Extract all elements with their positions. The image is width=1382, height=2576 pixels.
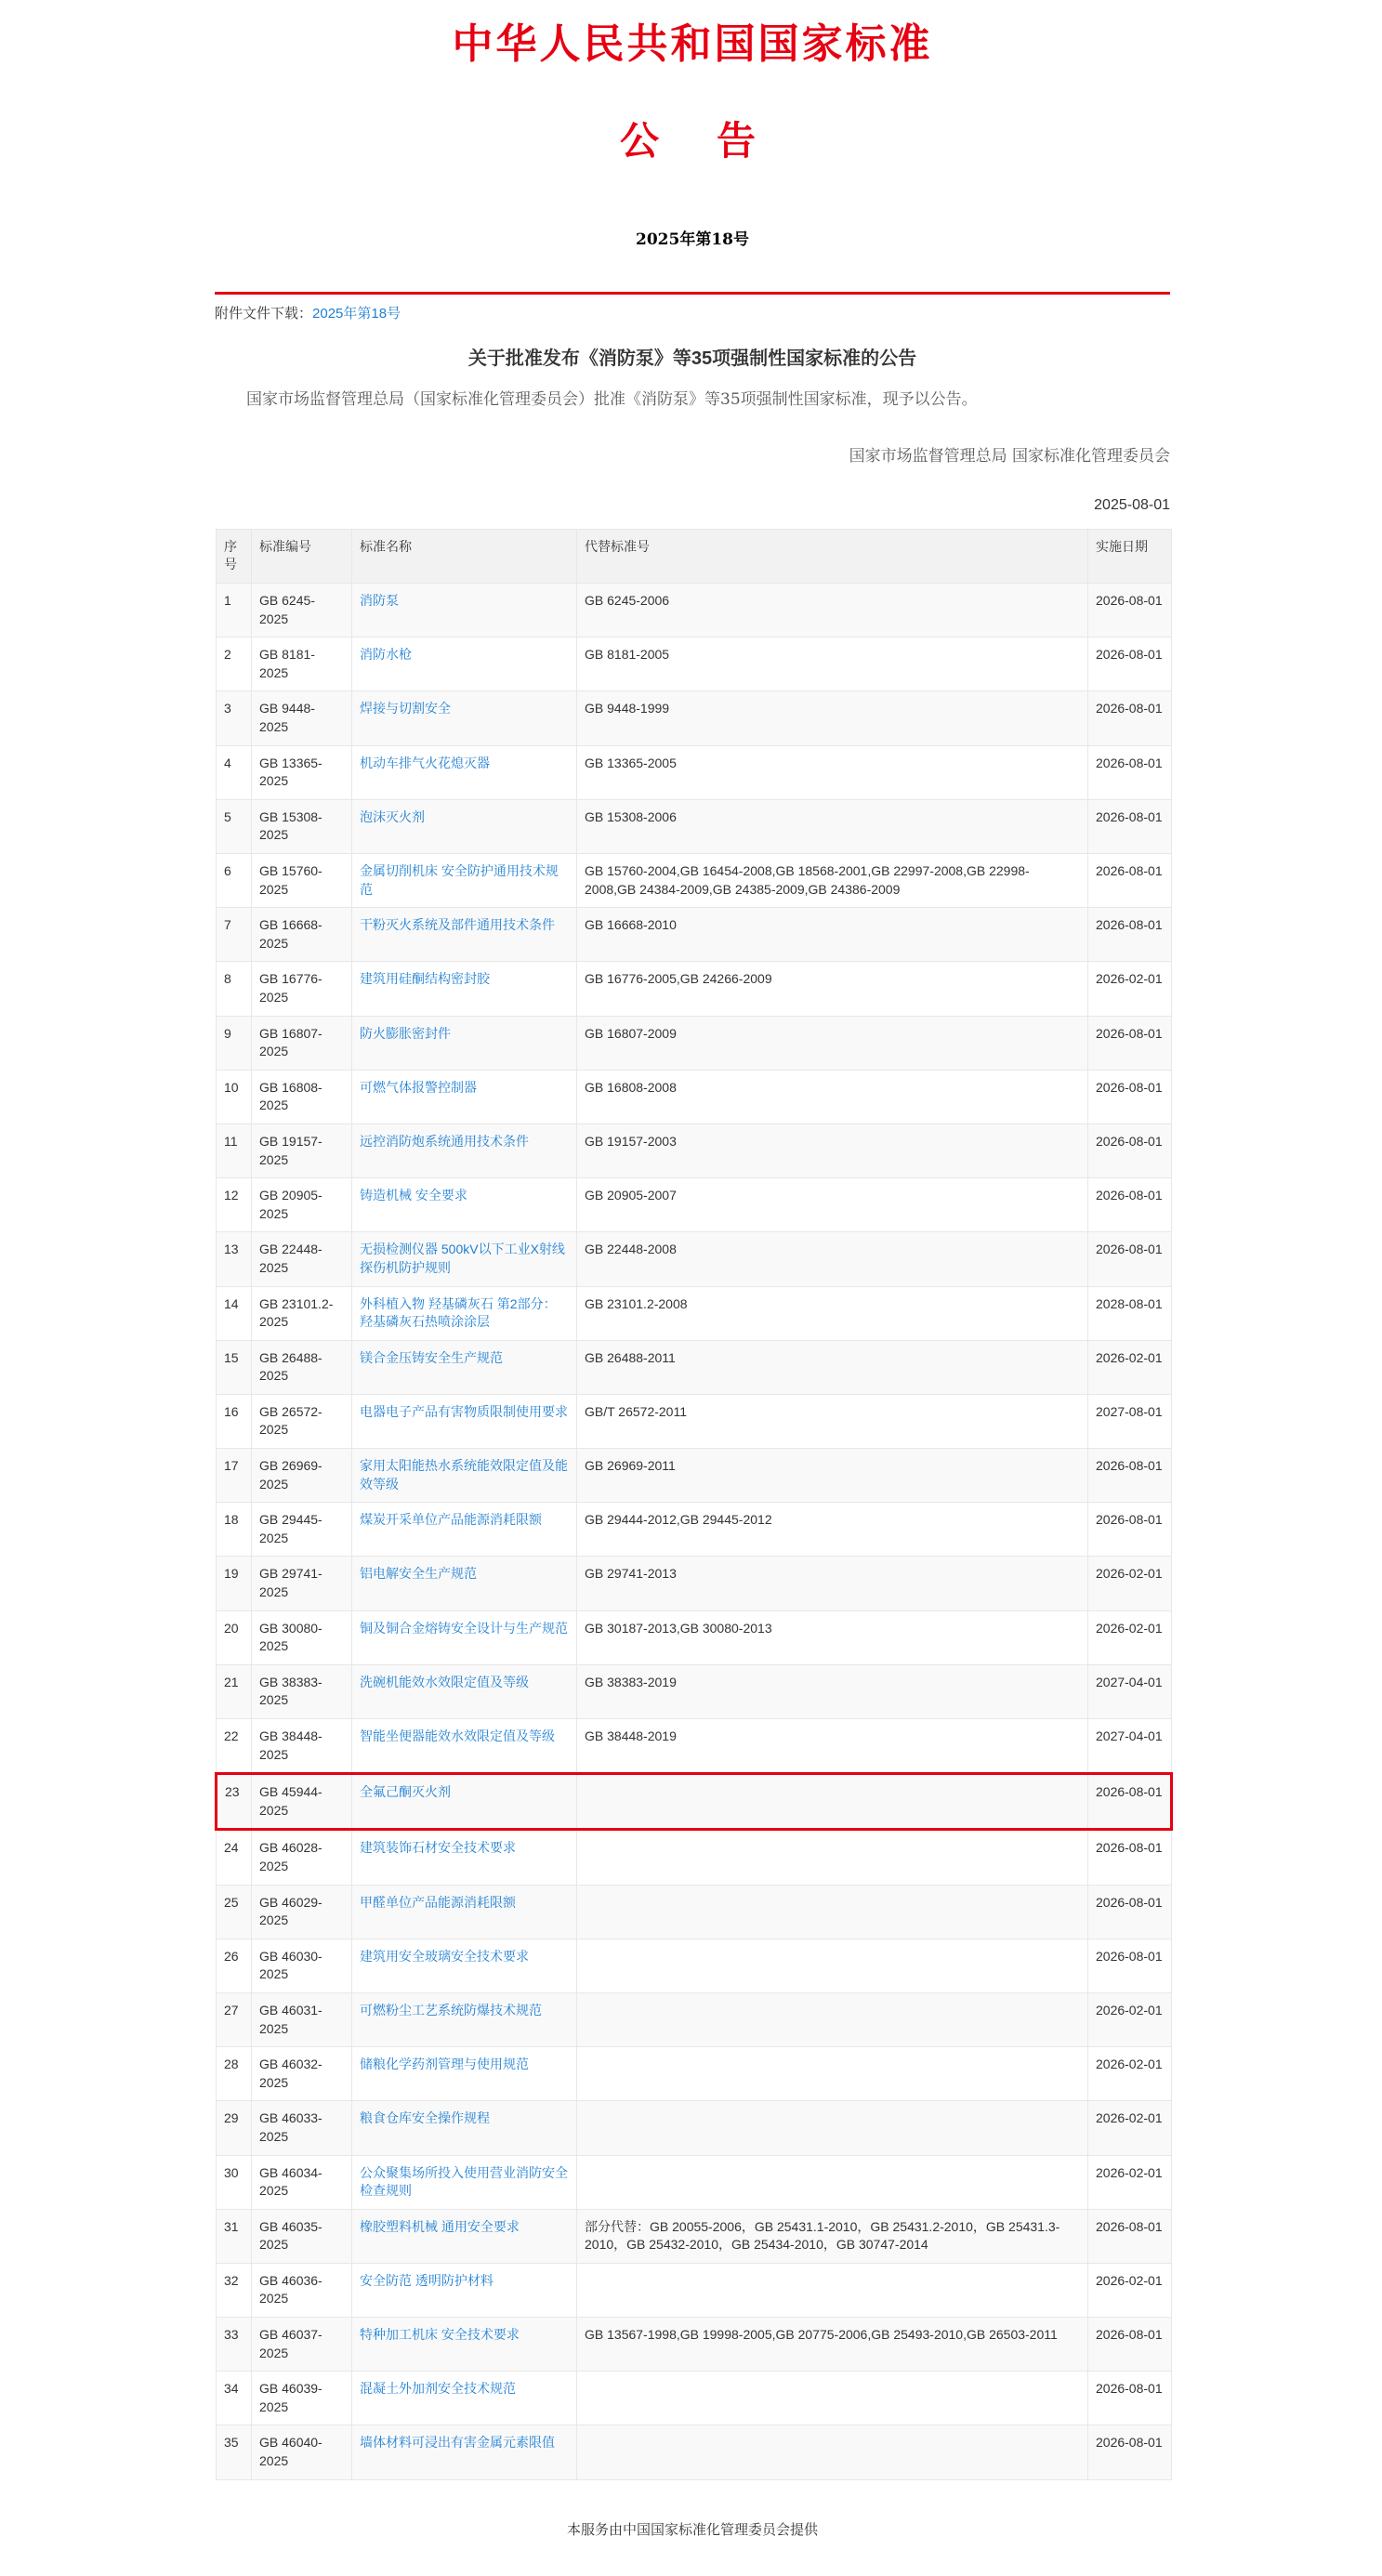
standard-name-link[interactable]: 建筑用安全玻璃安全技术要求 (360, 1948, 529, 1964)
cell-code: GB 13365-2025 (252, 745, 352, 799)
cell-name (352, 1719, 577, 1774)
table-row (217, 1178, 1172, 1232)
standard-name-link[interactable]: 建筑用硅酮结构密封胶 (360, 971, 490, 987)
cell-code: GB 45944-2025 (252, 1774, 352, 1830)
cell-code: GB 38383-2025 (252, 1664, 352, 1718)
cell-name (352, 1232, 577, 1286)
column-header: 序号 (217, 529, 252, 583)
cell-replaced (577, 1885, 1088, 1939)
standard-name-link[interactable]: 焊接与切割安全 (360, 701, 451, 716)
table-row (217, 1992, 1172, 2046)
standard-name-link[interactable]: 电器电子产品有害物质限制使用要求 (360, 1403, 568, 1419)
attachment-label: 附件文件下载： (215, 306, 313, 322)
table-row (217, 2101, 1172, 2155)
cell-seq: 20 (217, 1610, 252, 1664)
cell-date: 2026-08-01 (1088, 2425, 1172, 2479)
cell-code: GB 38448-2025 (252, 1719, 352, 1774)
cell-replaced: GB 22448-2008 (577, 1232, 1088, 1286)
standard-name-link[interactable]: 消防水枪 (360, 647, 412, 663)
standard-name-link[interactable]: 可燃粉尘工艺系统防爆技术规范 (360, 2002, 542, 2017)
cell-name (352, 962, 577, 1016)
table-row (217, 691, 1172, 745)
cell-code: GB 16807-2025 (252, 1016, 352, 1070)
cell-seq: 27 (217, 1992, 252, 2046)
cell-date: 2026-08-01 (1088, 2209, 1172, 2263)
standard-name-link[interactable]: 储粮化学药剂管理与使用规范 (360, 2057, 529, 2072)
cell-replaced (577, 2047, 1088, 2101)
table-row (217, 1340, 1172, 1394)
table-row (217, 1557, 1172, 1610)
cell-code: GB 46037-2025 (252, 2318, 352, 2372)
cell-replaced: GB 16668-2010 (577, 908, 1088, 962)
standard-name-link[interactable]: 洗碗机能效水效限定值及等级 (360, 1674, 529, 1689)
cell-seq: 21 (217, 1664, 252, 1718)
standard-name-link[interactable]: 铝电解安全生产规范 (360, 1566, 477, 1582)
cell-date: 2026-08-01 (1088, 1774, 1172, 1830)
cell-date: 2026-08-01 (1088, 584, 1172, 637)
cell-name (352, 745, 577, 799)
cell-code: GB 29445-2025 (252, 1503, 352, 1557)
cell-date: 2026-08-01 (1088, 1939, 1172, 1992)
standard-name-link[interactable]: 镁合金压铸安全生产规范 (360, 1349, 503, 1365)
standards-table-body (217, 584, 1172, 2480)
cell-code: GB 16776-2025 (252, 962, 352, 1016)
standard-name-link[interactable]: 粮食仓库安全操作规程 (360, 2110, 490, 2126)
standard-name-link[interactable]: 干粉灭火系统及部件通用技术条件 (360, 917, 555, 933)
cell-name (352, 1016, 577, 1070)
table-row (217, 2372, 1172, 2425)
cell-date: 2026-08-01 (1088, 2318, 1172, 2372)
cell-replaced: GB 15308-2006 (577, 799, 1088, 853)
cell-replaced: GB 20905-2007 (577, 1178, 1088, 1232)
cell-date: 2026-08-01 (1088, 1070, 1172, 1124)
cell-seq: 30 (217, 2155, 252, 2209)
cell-code: GB 8181-2025 (252, 637, 352, 691)
cell-date: 2026-02-01 (1088, 1610, 1172, 1664)
cell-name (352, 1124, 577, 1177)
cell-code: GB 15308-2025 (252, 799, 352, 853)
cell-replaced: GB 26488-2011 (577, 1340, 1088, 1394)
cell-seq: 29 (217, 2101, 252, 2155)
table-row (217, 1774, 1172, 1830)
cell-seq: 12 (217, 1178, 252, 1232)
cell-code: GB 46033-2025 (252, 2101, 352, 2155)
table-header-row (217, 529, 1172, 583)
table-row (217, 1394, 1172, 1448)
cell-code: GB 26488-2025 (252, 1340, 352, 1394)
cell-replaced (577, 2155, 1088, 2209)
cell-seq: 9 (217, 1016, 252, 1070)
standard-name-link[interactable]: 混凝土外加剂安全技术规范 (360, 2381, 516, 2397)
issue-number: 2025年第18号 (636, 230, 749, 250)
cell-replaced (577, 2372, 1088, 2425)
cell-name (352, 1070, 577, 1124)
table-row (217, 2155, 1172, 2209)
table-row (217, 962, 1172, 1016)
table-header (217, 529, 1172, 583)
cell-name (352, 2318, 577, 2372)
cell-replaced (577, 2101, 1088, 2155)
cell-replaced: GB/T 26572-2011 (577, 1394, 1088, 1448)
cell-name (352, 1992, 577, 2046)
page-title: 中华人民共和国国家标准 (452, 20, 933, 68)
standard-name-link[interactable]: 家用太阳能热水系统能效限定值及能效等级 (360, 1458, 568, 1492)
cell-replaced: 部分代替：GB 20055-2006，GB 25431.1-2010，GB 25431.2-2010，GB 25431.3-2010，GB 25432-2010，GB 25434-2010，GB 30747-2014 (577, 2209, 1088, 2263)
cell-name (352, 1774, 577, 1830)
cell-name (352, 1939, 577, 1992)
cell-date: 2026-08-01 (1088, 1016, 1172, 1070)
cell-date: 2026-08-01 (1088, 637, 1172, 691)
cell-replaced (577, 1774, 1088, 1830)
cell-seq: 5 (217, 799, 252, 853)
cell-code: GB 26572-2025 (252, 1394, 352, 1448)
cell-name (352, 1885, 577, 1939)
cell-replaced: GB 19157-2003 (577, 1124, 1088, 1177)
attachment-bar (215, 295, 1170, 322)
cell-code: GB 19157-2025 (252, 1124, 352, 1177)
cell-seq: 7 (217, 908, 252, 962)
cell-code: GB 22448-2025 (252, 1232, 352, 1286)
cell-replaced: GB 26969-2011 (577, 1449, 1088, 1503)
cell-date: 2026-08-01 (1088, 1449, 1172, 1503)
cell-code: GB 26969-2025 (252, 1449, 352, 1503)
cell-replaced: GB 16808-2008 (577, 1070, 1088, 1124)
cell-name (352, 1664, 577, 1718)
cell-name (352, 691, 577, 745)
cell-seq: 19 (217, 1557, 252, 1610)
cell-name (352, 2155, 577, 2209)
cell-seq: 22 (217, 1719, 252, 1774)
cell-date: 2026-08-01 (1088, 1124, 1172, 1177)
cell-code: GB 15760-2025 (252, 854, 352, 908)
table-row (217, 1830, 1172, 1885)
cell-date: 2026-02-01 (1088, 1992, 1172, 2046)
standard-name-link[interactable]: 机动车排气火花熄灭器 (360, 755, 490, 770)
cell-seq: 1 (217, 584, 252, 637)
cell-date: 2026-02-01 (1088, 2263, 1172, 2317)
cell-seq: 18 (217, 1503, 252, 1557)
cell-code: GB 46035-2025 (252, 2209, 352, 2263)
attachment-link[interactable]: 2025年第18号 (312, 306, 401, 322)
cell-date: 2026-08-01 (1088, 1178, 1172, 1232)
standard-name-link[interactable]: 橡胶塑料机械 通用安全要求 (360, 2218, 520, 2234)
column-header: 标准名称 (352, 529, 577, 583)
cell-replaced: GB 13567-1998,GB 19998-2005,GB 20775-2006,GB 25493-2010,GB 26503-2011 (577, 2318, 1088, 2372)
standard-name-link[interactable]: 甲醛单位产品能源消耗限额 (360, 1894, 516, 1910)
standard-name-link[interactable]: 铜及铜合金熔铸安全设计与生产规范 (360, 1620, 568, 1636)
cell-seq: 13 (217, 1232, 252, 1286)
cell-seq: 28 (217, 2047, 252, 2101)
cell-name (352, 2372, 577, 2425)
cell-code: GB 46031-2025 (252, 1992, 352, 2046)
cell-seq: 23 (217, 1774, 252, 1830)
cell-code: GB 46040-2025 (252, 2425, 352, 2479)
standard-name-link[interactable]: 墙体材料可浸出有害金属元素限值 (360, 2435, 555, 2451)
cell-replaced: GB 15760-2004,GB 16454-2008,GB 18568-2001,GB 22997-2008,GB 22998-2008,GB 24384-2009,GB 24385-2009,GB 24386-2009 (577, 854, 1088, 908)
cell-name (352, 1286, 577, 1340)
cell-date: 2026-08-01 (1088, 908, 1172, 962)
standard-name-link[interactable]: 金属切削机床 安全防护通用技术规范 (360, 863, 559, 897)
cell-code: GB 46034-2025 (252, 2155, 352, 2209)
cell-seq: 34 (217, 2372, 252, 2425)
table-row (217, 1286, 1172, 1340)
cell-name (352, 1503, 577, 1557)
cell-replaced: GB 16776-2005,GB 24266-2009 (577, 962, 1088, 1016)
cell-date: 2026-08-01 (1088, 1232, 1172, 1286)
cell-date: 2026-02-01 (1088, 2101, 1172, 2155)
cell-date: 2028-08-01 (1088, 1286, 1172, 1340)
cell-seq: 31 (217, 2209, 252, 2263)
cell-name (352, 637, 577, 691)
cell-name (352, 1178, 577, 1232)
cell-replaced (577, 1939, 1088, 1992)
cell-replaced: GB 16807-2009 (577, 1016, 1088, 1070)
table-row (217, 1124, 1172, 1177)
cell-replaced: GB 8181-2005 (577, 637, 1088, 691)
cell-replaced: GB 9448-1999 (577, 691, 1088, 745)
cell-date: 2026-08-01 (1088, 854, 1172, 908)
standard-name-link[interactable]: 特种加工机床 安全技术要求 (360, 2327, 520, 2343)
cell-seq: 4 (217, 745, 252, 799)
cell-date: 2026-02-01 (1088, 2047, 1172, 2101)
standard-name-link[interactable]: 安全防范 透明防护材料 (360, 2272, 494, 2288)
table-row (217, 1449, 1172, 1503)
cell-code: GB 46028-2025 (252, 1830, 352, 1885)
standard-name-link[interactable]: 煤炭开采单位产品能源消耗限额 (360, 1512, 542, 1528)
cell-code: GB 46039-2025 (252, 2372, 352, 2425)
cell-seq: 6 (217, 854, 252, 908)
cell-date: 2026-08-01 (1088, 1503, 1172, 1557)
cell-name (352, 2263, 577, 2317)
cell-code: GB 46036-2025 (252, 2263, 352, 2317)
cell-code: GB 46029-2025 (252, 1885, 352, 1939)
table-row (217, 1939, 1172, 1992)
table-row (217, 1885, 1172, 1939)
standard-name-link[interactable]: 远控消防炮系统通用技术条件 (360, 1133, 529, 1149)
notice-body: 国家市场监督管理总局（国家标准化管理委员会）批准《消防泵》等35项强制性国家标准，现予以公告。 (246, 390, 978, 410)
cell-date: 2026-08-01 (1088, 2372, 1172, 2425)
table-row (217, 2318, 1172, 2372)
table-row (217, 1070, 1172, 1124)
cell-name (352, 1449, 577, 1503)
cell-date: 2026-08-01 (1088, 1885, 1172, 1939)
table-row (217, 1016, 1172, 1070)
cell-date: 2027-04-01 (1088, 1664, 1172, 1718)
table-row (217, 1719, 1172, 1774)
cell-name (352, 799, 577, 853)
table-row (217, 908, 1172, 962)
cell-code: GB 6245-2025 (252, 584, 352, 637)
cell-code: GB 20905-2025 (252, 1178, 352, 1232)
cell-seq: 16 (217, 1394, 252, 1448)
cell-name (352, 1557, 577, 1610)
cell-date: 2027-04-01 (1088, 1719, 1172, 1774)
cell-date: 2026-02-01 (1088, 2155, 1172, 2209)
cell-seq: 33 (217, 2318, 252, 2372)
cell-seq: 11 (217, 1124, 252, 1177)
column-header: 标准编号 (252, 529, 352, 583)
cell-name (352, 1394, 577, 1448)
table-row (217, 799, 1172, 853)
cell-seq: 32 (217, 2263, 252, 2317)
cell-seq: 25 (217, 1885, 252, 1939)
standard-name-link[interactable]: 消防泵 (360, 593, 399, 609)
cell-name (352, 1340, 577, 1394)
standard-name-link[interactable]: 全氟己酮灭火剂 (360, 1784, 451, 1800)
cell-name (352, 584, 577, 637)
cell-replaced: GB 30187-2013,GB 30080-2013 (577, 1610, 1088, 1664)
cell-replaced (577, 1992, 1088, 2046)
standard-name-link[interactable]: 泡沫灭火剂 (360, 808, 425, 824)
cell-replaced: GB 13365-2005 (577, 745, 1088, 799)
cell-date: 2026-02-01 (1088, 1340, 1172, 1394)
announcement-subtitle: 公 告 (619, 118, 765, 164)
footer-text: 本服务由中国国家标准化管理委员会提供 (566, 2521, 818, 2538)
publish-date: 2025-08-01 (1094, 496, 1170, 513)
cell-seq: 3 (217, 691, 252, 745)
cell-replaced (577, 2263, 1088, 2317)
table-row (217, 2209, 1172, 2263)
cell-replaced: GB 23101.2-2008 (577, 1286, 1088, 1340)
cell-replaced: GB 29444-2012,GB 29445-2012 (577, 1503, 1088, 1557)
notice-title: 关于批准发布《消防泵》等35项强制性国家标准的公告 (467, 348, 917, 370)
cell-code: GB 30080-2025 (252, 1610, 352, 1664)
masthead (215, 19, 1170, 249)
cell-replaced: GB 6245-2006 (577, 584, 1088, 637)
cell-code: GB 46030-2025 (252, 1939, 352, 1992)
cell-seq: 24 (217, 1830, 252, 1885)
page-content (215, 19, 1170, 2539)
cell-name (352, 2047, 577, 2101)
cell-seq: 2 (217, 637, 252, 691)
cell-name (352, 854, 577, 908)
table-row (217, 745, 1172, 799)
standard-name-link[interactable]: 铸造机械 安全要求 (360, 1188, 467, 1203)
cell-name (352, 908, 577, 962)
cell-replaced (577, 1830, 1088, 1885)
cell-seq: 10 (217, 1070, 252, 1124)
cell-seq: 15 (217, 1340, 252, 1394)
cell-name (352, 1830, 577, 1885)
cell-seq: 26 (217, 1939, 252, 1992)
cell-replaced: GB 29741-2013 (577, 1557, 1088, 1610)
cell-replaced (577, 2425, 1088, 2479)
cell-code: GB 16808-2025 (252, 1070, 352, 1124)
table-row (217, 1232, 1172, 1286)
table-row (217, 1503, 1172, 1557)
table-row (217, 637, 1172, 691)
standard-name-link[interactable]: 公众聚集场所投入使用营业消防安全检查规则 (360, 2164, 568, 2199)
cell-date: 2026-08-01 (1088, 1830, 1172, 1885)
cell-date: 2026-02-01 (1088, 962, 1172, 1016)
cell-code: GB 23101.2-2025 (252, 1286, 352, 1340)
cell-date: 2026-08-01 (1088, 691, 1172, 745)
cell-seq: 17 (217, 1449, 252, 1503)
cell-name (352, 1610, 577, 1664)
standard-name-link[interactable]: 无损检测仪器 500kV以下工业X射线探伤机防护规则 (360, 1242, 565, 1275)
cell-date: 2026-08-01 (1088, 799, 1172, 853)
cell-code: GB 16668-2025 (252, 908, 352, 962)
cell-code: GB 46032-2025 (252, 2047, 352, 2101)
table-row (217, 2263, 1172, 2317)
cell-date: 2026-08-01 (1088, 745, 1172, 799)
standards-table (215, 529, 1173, 2480)
table-row (217, 2425, 1172, 2479)
cell-name (352, 2101, 577, 2155)
cell-name (352, 2209, 577, 2263)
cell-date: 2026-02-01 (1088, 1557, 1172, 1610)
table-row (217, 1664, 1172, 1718)
cell-seq: 14 (217, 1286, 252, 1340)
cell-code: GB 9448-2025 (252, 691, 352, 745)
table-row (217, 2047, 1172, 2101)
table-row (217, 1610, 1172, 1664)
cell-replaced: GB 38448-2019 (577, 1719, 1088, 1774)
standard-name-link[interactable]: 建筑装饰石材安全技术要求 (360, 1840, 516, 1856)
table-row (217, 854, 1172, 908)
column-header: 代替标准号 (577, 529, 1088, 583)
cell-name (352, 2425, 577, 2479)
standard-name-link[interactable]: 智能坐便器能效水效限定值及等级 (360, 1728, 555, 1744)
cell-date: 2027-08-01 (1088, 1394, 1172, 1448)
issuer-signature: 国家市场监督管理总局 国家标准化管理委员会 (849, 446, 1170, 466)
standard-name-link[interactable]: 防火膨胀密封件 (360, 1025, 451, 1041)
cell-replaced: GB 38383-2019 (577, 1664, 1088, 1718)
cell-seq: 35 (217, 2425, 252, 2479)
column-header: 实施日期 (1088, 529, 1172, 583)
standard-name-link[interactable]: 可燃气体报警控制器 (360, 1079, 477, 1095)
cell-code: GB 29741-2025 (252, 1557, 352, 1610)
table-row (217, 584, 1172, 637)
standard-name-link[interactable]: 外科植入物 羟基磷灰石 第2部分：羟基磷灰石热喷涂涂层 (360, 1295, 557, 1330)
cell-seq: 8 (217, 962, 252, 1016)
